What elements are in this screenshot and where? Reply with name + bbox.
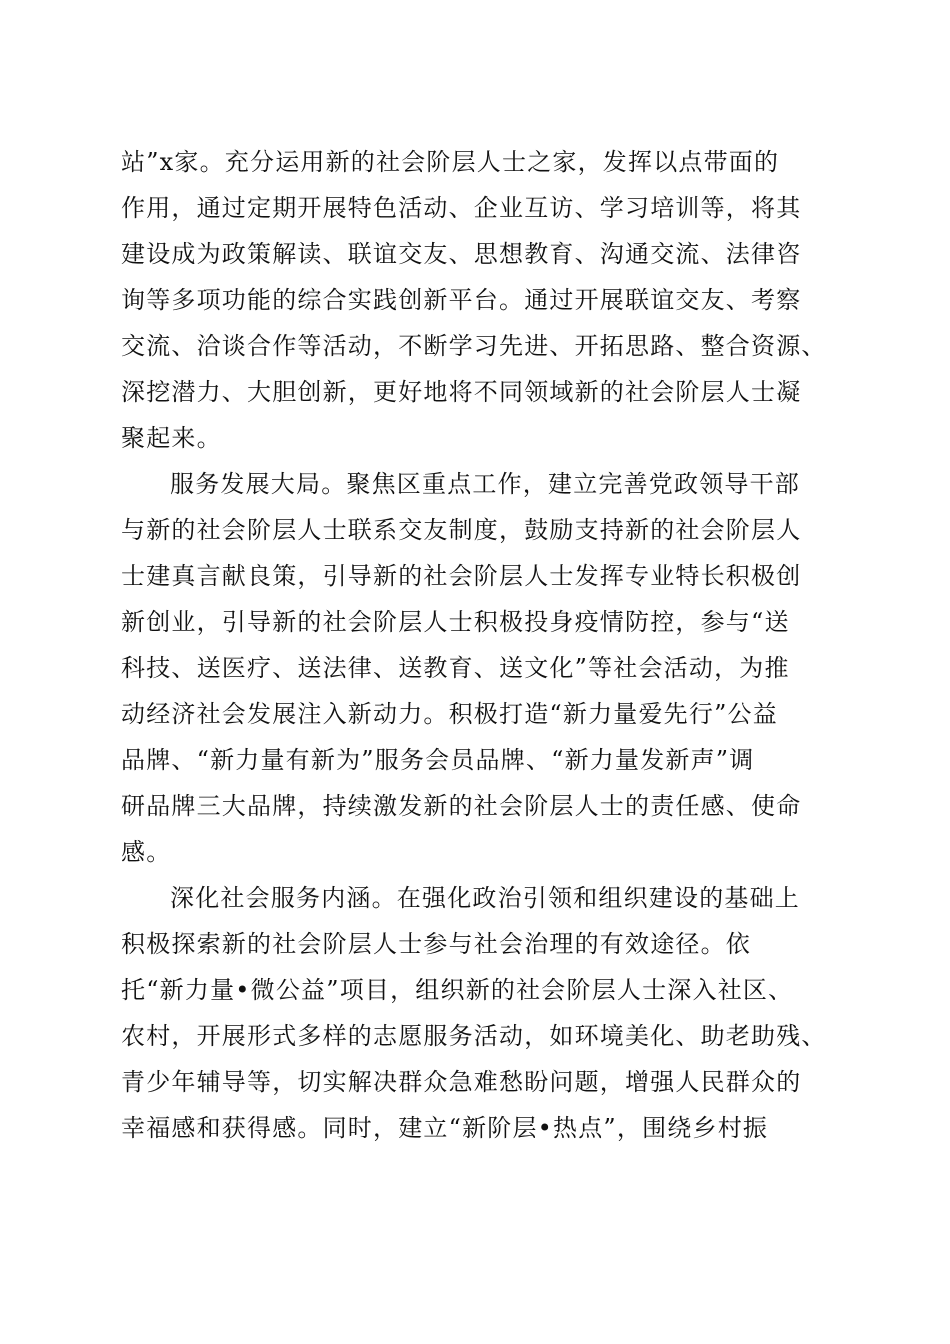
text-line: 作用，通过定期开展特色活动、企业互访、学习培训等，将其 [121, 194, 802, 222]
text-line: 新创业，引导新的社会阶层人士积极投身疫情防控，参与“送 [121, 608, 790, 636]
text-line: 积极探索新的社会阶层人士参与社会治理的有效途径。依 [121, 930, 751, 958]
text-line: 深挖潜力、大胆创新，更好地将不同领域新的社会阶层人士凝 [121, 378, 802, 406]
text-line: 农村，开展形式多样的志愿服务活动，如环境美化、助老助残、 [121, 1022, 827, 1050]
text-line: 交流、洽谈合作等活动，不断学习先进、开拓思路、整合资源、 [121, 332, 827, 360]
text-line: 研品牌三大品牌，持续激发新的社会阶层人士的责任感、使命 [121, 792, 802, 820]
paragraph-first-line: 深化社会服务内涵。在强化政治引领和组织建设的基础上 [170, 884, 800, 912]
text-line: 青少年辅导等，切实解决群众急难愁盼问题，增强人民群众的 [121, 1068, 802, 1096]
text-line: 建设成为政策解读、联谊交友、思想教育、沟通交流、法律咨 [121, 240, 802, 268]
text-line: 询等多项功能的综合实践创新平台。通过开展联谊交友、考察 [121, 286, 802, 314]
text-line: 感。 [121, 838, 172, 866]
text-line: 科技、送医疗、送法律、送教育、送文化”等社会活动，为推 [121, 654, 790, 682]
text-line: 品牌、“新力量有新为”服务会员品牌、“新力量发新声”调 [121, 746, 755, 774]
text-line: 与新的社会阶层人士联系交友制度，鼓励支持新的社会阶层人 [121, 516, 802, 544]
text-line: 士建真言献良策，引导新的社会阶层人士发挥专业特长积极创 [121, 562, 802, 590]
paragraph-first-line: 服务发展大局。聚焦区重点工作，建立完善党政领导干部 [170, 470, 800, 498]
text-line: 聚起来。 [121, 424, 222, 452]
text-line: 托“新力量•微公益”项目，组织新的社会阶层人士深入社区、 [121, 976, 794, 1004]
text-line: 幸福感和获得感。同时，建立“新阶层•热点”，围绕乡村振 [121, 1114, 769, 1142]
text-line: 动经济社会发展注入新动力。积极打造“新力量爱先行”公益 [121, 700, 778, 728]
text-line: 站”x家。充分运用新的社会阶层人士之家，发挥以点带面的 [121, 148, 780, 176]
